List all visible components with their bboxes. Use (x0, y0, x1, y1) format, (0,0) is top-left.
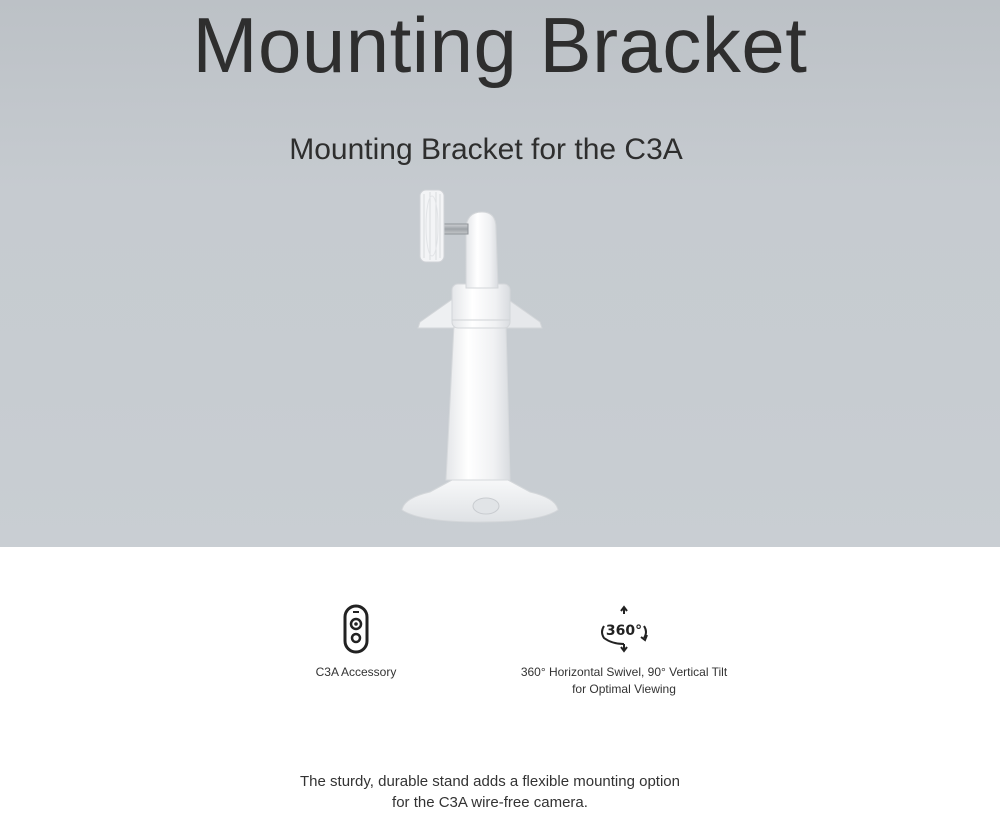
feature-item (514, 604, 734, 698)
mounting-bracket-image (390, 180, 570, 525)
feature-label: C3A Accessory (315, 665, 397, 679)
camera-device-icon (343, 604, 369, 654)
page-title: Mounting Bracket (192, 1, 808, 89)
page-subtitle: Mounting Bracket for the C3A (289, 133, 683, 166)
product-description: The sturdy, durable stand adds a flexible mounting option for the C3A wire-free camera. (300, 773, 680, 811)
feature-label: 360° Horizontal Swivel, 90° Vertical Tilt for Optimal Viewing (520, 665, 728, 696)
feature-list (0, 590, 1000, 710)
svg-text:360°: 360° (605, 623, 643, 639)
feature-item (286, 604, 426, 681)
rotate-360-icon (596, 604, 652, 654)
